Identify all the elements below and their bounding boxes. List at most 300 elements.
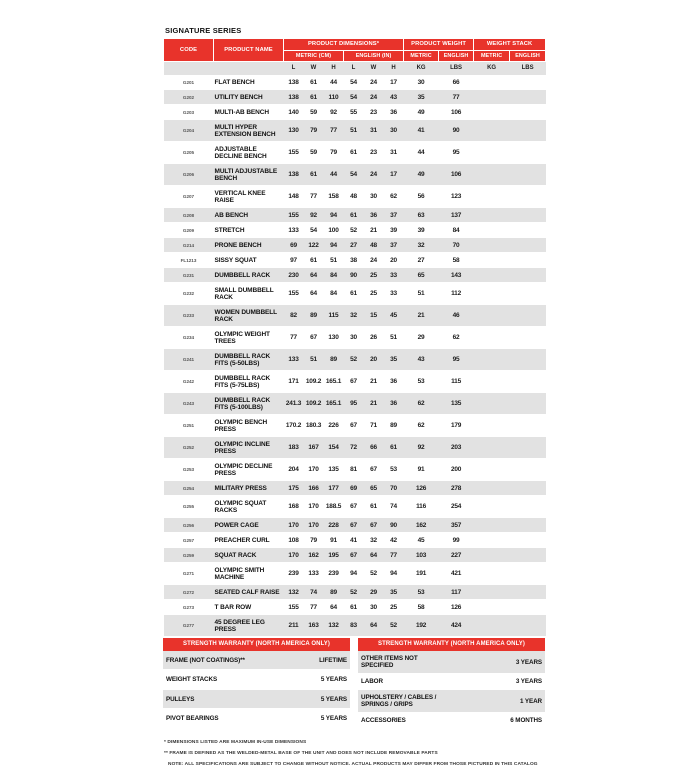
value-cell <box>474 585 510 600</box>
value-cell: 254 <box>439 496 474 518</box>
value-cell: 138 <box>284 75 304 90</box>
value-cell: 183 <box>284 437 304 459</box>
value-cell: 21 <box>404 305 439 327</box>
product-name-cell: PREACHER CURL <box>214 533 284 548</box>
value-cell: 45 <box>404 533 439 548</box>
value-cell: 94 <box>384 563 404 585</box>
code-cell: G254 <box>164 481 214 496</box>
value-cell <box>510 75 546 90</box>
product-name-cell: T BAR ROW <box>214 600 284 615</box>
value-cell <box>510 585 546 600</box>
value-cell: 116 <box>404 496 439 518</box>
value-cell: 170 <box>304 496 324 518</box>
warranty-item-value: 3 YEARS <box>452 674 546 690</box>
code-cell: G252 <box>164 437 214 459</box>
value-cell <box>510 459 546 481</box>
table-row <box>164 371 546 393</box>
code-cell: G242 <box>164 371 214 393</box>
value-cell: 95 <box>344 393 364 415</box>
value-cell: 180.3 <box>304 415 324 437</box>
value-cell: 24 <box>364 75 384 90</box>
value-cell <box>510 120 546 142</box>
subheader-english-in: ENGLISH (IN) <box>344 51 404 62</box>
code-cell: G243 <box>164 393 214 415</box>
code-cell: G251 <box>164 415 214 437</box>
value-cell: 103 <box>404 548 439 563</box>
table-row <box>164 600 546 615</box>
product-name-cell: SEATED CALF RAISE <box>214 585 284 600</box>
value-cell: 52 <box>344 349 364 371</box>
value-cell: 126 <box>439 600 474 615</box>
value-cell <box>510 437 546 459</box>
value-cell: 94 <box>324 208 344 223</box>
footnote-frame: ** FRAME IS DEFINED AS THE WELDED-METAL BASE OF THE UNIT AND DOES NOT INCLUDE REMOVABLE PARTS <box>164 751 438 756</box>
spec-table-header <box>164 39 546 76</box>
value-cell <box>474 164 510 186</box>
col-header-product-dimensions: PRODUCT DIMENSIONS* <box>284 39 404 51</box>
value-cell: 35 <box>404 90 439 105</box>
value-cell <box>510 533 546 548</box>
warranty-left-body <box>163 651 350 729</box>
units-row <box>164 62 546 76</box>
product-name-cell: DUMBBELL RACK FITS (5-75LBS) <box>214 371 284 393</box>
product-name-cell: OLYMPIC SQUAT RACKS <box>214 496 284 518</box>
value-cell: 138 <box>284 164 304 186</box>
value-cell <box>510 253 546 268</box>
value-cell: 52 <box>344 223 364 238</box>
unit-header: LBS <box>510 62 546 76</box>
value-cell: 31 <box>364 120 384 142</box>
value-cell: 166 <box>304 481 324 496</box>
value-cell <box>474 223 510 238</box>
value-cell <box>474 120 510 142</box>
value-cell: 92 <box>404 437 439 459</box>
unit-header: H <box>384 62 404 76</box>
value-cell: 77 <box>324 120 344 142</box>
warranty-row <box>358 690 545 713</box>
value-cell: 203 <box>439 437 474 459</box>
code-cell: G257 <box>164 533 214 548</box>
value-cell: 77 <box>304 186 324 208</box>
warranty-item-value: LIFETIME <box>257 651 351 670</box>
product-name-cell: FLAT BENCH <box>214 75 284 90</box>
value-cell: 163 <box>304 615 324 637</box>
product-name-cell: OLYMPIC DECLINE PRESS <box>214 459 284 481</box>
value-cell: 61 <box>344 142 364 164</box>
value-cell: 62 <box>404 393 439 415</box>
value-cell: 91 <box>324 533 344 548</box>
value-cell: 115 <box>324 305 344 327</box>
warranty-section <box>163 638 545 729</box>
table-row <box>164 90 546 105</box>
value-cell: 135 <box>324 459 344 481</box>
value-cell: 167 <box>304 437 324 459</box>
value-cell: 81 <box>344 459 364 481</box>
value-cell: 26 <box>364 327 384 349</box>
value-cell <box>474 496 510 518</box>
value-cell: 61 <box>304 253 324 268</box>
table-row <box>164 533 546 548</box>
subheader-metric-cm: METRIC (CM) <box>284 51 344 62</box>
product-name-cell: OLYMPIC BENCH PRESS <box>214 415 284 437</box>
table-row <box>164 283 546 305</box>
value-cell: 61 <box>304 90 324 105</box>
value-cell: 39 <box>384 223 404 238</box>
value-cell <box>474 268 510 283</box>
value-cell: 17 <box>384 164 404 186</box>
code-cell: G277 <box>164 615 214 637</box>
value-cell: 21 <box>364 223 384 238</box>
code-cell: G255 <box>164 496 214 518</box>
value-cell: 158 <box>324 186 344 208</box>
code-cell: G234 <box>164 327 214 349</box>
value-cell: 20 <box>364 349 384 371</box>
value-cell: 67 <box>304 327 324 349</box>
value-cell: 61 <box>384 437 404 459</box>
value-cell: 424 <box>439 615 474 637</box>
value-cell: 170 <box>304 459 324 481</box>
col-header-code: CODE <box>164 39 214 62</box>
value-cell <box>510 305 546 327</box>
catalog-sheet <box>163 26 545 770</box>
table-row <box>164 238 546 253</box>
value-cell <box>510 105 546 120</box>
value-cell: 62 <box>404 415 439 437</box>
value-cell: 51 <box>344 120 364 142</box>
value-cell <box>474 349 510 371</box>
value-cell: 65 <box>404 268 439 283</box>
value-cell: 200 <box>439 459 474 481</box>
product-name-cell: UTILITY BENCH <box>214 90 284 105</box>
col-header-product-weight: PRODUCT WEIGHT <box>404 39 474 51</box>
value-cell: 36 <box>384 105 404 120</box>
unit-header: W <box>304 62 324 76</box>
warranty-item-label: OTHER ITEMS NOT SPECIFIED <box>358 651 452 674</box>
value-cell: 38 <box>344 253 364 268</box>
value-cell: 59 <box>304 105 324 120</box>
warranty-row <box>358 651 545 674</box>
value-cell: 143 <box>439 268 474 283</box>
product-name-cell: OLYMPIC WEIGHT TREES <box>214 327 284 349</box>
product-name-cell: DUMBBELL RACK FITS (5-50LBS) <box>214 349 284 371</box>
value-cell: 21 <box>364 393 384 415</box>
col-header-weight-stack: WEIGHT STACK <box>474 39 546 51</box>
value-cell: 140 <box>284 105 304 120</box>
value-cell: 89 <box>384 415 404 437</box>
value-cell: 30 <box>344 327 364 349</box>
warranty-item-label: UPHOLSTERY / CABLES / SPRINGS / GRIPS <box>358 690 452 713</box>
value-cell: 30 <box>364 600 384 615</box>
product-name-cell: DUMBBELL RACK FITS (5-100LBS) <box>214 393 284 415</box>
value-cell: 239 <box>324 563 344 585</box>
value-cell: 84 <box>324 283 344 305</box>
code-cell: G207 <box>164 186 214 208</box>
value-cell: 74 <box>384 496 404 518</box>
value-cell: 61 <box>304 164 324 186</box>
value-cell: 195 <box>324 548 344 563</box>
value-cell: 191 <box>404 563 439 585</box>
value-cell: 49 <box>404 164 439 186</box>
value-cell <box>474 327 510 349</box>
warranty-row <box>358 713 545 729</box>
value-cell: 56 <box>404 186 439 208</box>
value-cell <box>510 90 546 105</box>
value-cell: 155 <box>284 600 304 615</box>
value-cell <box>510 283 546 305</box>
unit-header: KG <box>404 62 439 76</box>
code-cell: G231 <box>164 268 214 283</box>
value-cell: 179 <box>439 415 474 437</box>
table-row <box>164 518 546 533</box>
value-cell: 228 <box>324 518 344 533</box>
value-cell: 106 <box>439 105 474 120</box>
value-cell: 165.1 <box>324 371 344 393</box>
value-cell: 64 <box>304 283 324 305</box>
value-cell: 110 <box>324 90 344 105</box>
value-cell <box>510 164 546 186</box>
value-cell: 29 <box>404 327 439 349</box>
code-cell: G202 <box>164 90 214 105</box>
value-cell <box>474 459 510 481</box>
value-cell: 25 <box>384 600 404 615</box>
value-cell: 25 <box>364 268 384 283</box>
code-cell: G203 <box>164 105 214 120</box>
value-cell: 79 <box>324 142 344 164</box>
warranty-item-value: 3 YEARS <box>452 651 546 674</box>
value-cell: 39 <box>404 223 439 238</box>
product-name-cell: VERTICAL KNEE RAISE <box>214 186 284 208</box>
value-cell: 58 <box>439 253 474 268</box>
code-cell: G273 <box>164 600 214 615</box>
product-name-cell: MILITARY PRESS <box>214 481 284 496</box>
code-cell: G204 <box>164 120 214 142</box>
value-cell: 230 <box>284 268 304 283</box>
value-cell: 64 <box>324 600 344 615</box>
value-cell: 36 <box>384 371 404 393</box>
value-cell: 69 <box>284 238 304 253</box>
value-cell: 177 <box>324 481 344 496</box>
warranty-item-value: 1 YEAR <box>452 690 546 713</box>
value-cell: 59 <box>304 142 324 164</box>
value-cell: 67 <box>344 371 364 393</box>
table-row <box>164 393 546 415</box>
value-cell <box>474 90 510 105</box>
value-cell: 33 <box>384 283 404 305</box>
value-cell: 51 <box>404 283 439 305</box>
value-cell: 36 <box>384 393 404 415</box>
value-cell <box>474 142 510 164</box>
value-cell: 79 <box>304 120 324 142</box>
value-cell <box>474 371 510 393</box>
value-cell: 61 <box>344 283 364 305</box>
value-cell <box>474 105 510 120</box>
subheader-weight-english: ENGLISH <box>439 51 474 62</box>
value-cell: 62 <box>439 327 474 349</box>
value-cell: 170 <box>304 518 324 533</box>
table-row <box>164 105 546 120</box>
warranty-item-label: FRAME (NOT COATINGS)** <box>163 651 257 670</box>
subheader-stack-english: ENGLISH <box>510 51 546 62</box>
code-cell: G241 <box>164 349 214 371</box>
value-cell: 24 <box>364 253 384 268</box>
value-cell: 52 <box>364 563 384 585</box>
value-cell <box>510 481 546 496</box>
value-cell: 84 <box>324 268 344 283</box>
value-cell: 133 <box>304 563 324 585</box>
value-cell: 30 <box>384 120 404 142</box>
value-cell: 20 <box>384 253 404 268</box>
value-cell: 106 <box>439 164 474 186</box>
value-cell: 170 <box>284 548 304 563</box>
value-cell: 64 <box>364 615 384 637</box>
value-cell: 89 <box>304 305 324 327</box>
footnotes <box>164 737 545 770</box>
value-cell: 126 <box>404 481 439 496</box>
value-cell: 130 <box>284 120 304 142</box>
value-cell: 90 <box>344 268 364 283</box>
value-cell: 148 <box>284 186 304 208</box>
value-cell: 155 <box>284 208 304 223</box>
warranty-item-value: 5 YEARS <box>257 670 351 690</box>
page-title: SIGNATURE SERIES <box>165 26 242 35</box>
spec-table <box>163 38 546 637</box>
value-cell <box>474 415 510 437</box>
value-cell: 67 <box>344 496 364 518</box>
value-cell: 90 <box>439 120 474 142</box>
value-cell: 357 <box>439 518 474 533</box>
value-cell: 58 <box>404 600 439 615</box>
value-cell: 99 <box>439 533 474 548</box>
value-cell <box>474 305 510 327</box>
unit-header: L <box>284 62 304 76</box>
table-row <box>164 548 546 563</box>
product-name-cell: SQUAT RACK <box>214 548 284 563</box>
value-cell: 170 <box>284 518 304 533</box>
product-name-cell: OLYMPIC INCLINE PRESS <box>214 437 284 459</box>
value-cell: 115 <box>439 371 474 393</box>
product-name-cell: MULTI HYPER EXTENSION BENCH <box>214 120 284 142</box>
value-cell: 51 <box>324 253 344 268</box>
value-cell: 132 <box>284 585 304 600</box>
code-cell: G201 <box>164 75 214 90</box>
table-row <box>164 305 546 327</box>
value-cell: 69 <box>344 481 364 496</box>
value-cell: 36 <box>364 208 384 223</box>
value-cell: 35 <box>384 349 404 371</box>
value-cell: 123 <box>439 186 474 208</box>
value-cell: 61 <box>304 75 324 90</box>
value-cell: 82 <box>284 305 304 327</box>
warranty-row <box>163 670 350 690</box>
value-cell: 135 <box>439 393 474 415</box>
value-cell: 171 <box>284 371 304 393</box>
unit-header-empty <box>214 62 284 76</box>
value-cell: 130 <box>324 327 344 349</box>
value-cell <box>474 208 510 223</box>
product-name-cell: AB BENCH <box>214 208 284 223</box>
warranty-table-right <box>358 638 545 729</box>
subheader-stack-metric: METRIC <box>474 51 510 62</box>
value-cell: 170.2 <box>284 415 304 437</box>
unit-header: L <box>344 62 364 76</box>
code-cell: G205 <box>164 142 214 164</box>
value-cell: 64 <box>304 268 324 283</box>
value-cell: 241.3 <box>284 393 304 415</box>
value-cell: 94 <box>344 563 364 585</box>
value-cell: 30 <box>404 75 439 90</box>
value-cell: 17 <box>384 75 404 90</box>
value-cell: 23 <box>364 142 384 164</box>
code-cell: G209 <box>164 223 214 238</box>
col-header-product-name: PRODUCT NAME <box>214 39 284 62</box>
value-cell <box>474 393 510 415</box>
value-cell: 74 <box>304 585 324 600</box>
value-cell <box>510 563 546 585</box>
value-cell: 70 <box>439 238 474 253</box>
value-cell: 67 <box>364 459 384 481</box>
unit-header: H <box>324 62 344 76</box>
value-cell <box>474 481 510 496</box>
value-cell: 204 <box>284 459 304 481</box>
value-cell <box>510 393 546 415</box>
value-cell: 132 <box>324 615 344 637</box>
value-cell: 61 <box>344 208 364 223</box>
value-cell: 31 <box>384 142 404 164</box>
table-row <box>164 481 546 496</box>
value-cell <box>474 253 510 268</box>
code-cell: G256 <box>164 518 214 533</box>
value-cell: 278 <box>439 481 474 496</box>
value-cell <box>510 186 546 208</box>
value-cell <box>474 548 510 563</box>
product-name-cell: ADJUSTABLE DECLINE BENCH <box>214 142 284 164</box>
product-name-cell: DUMBBELL RACK <box>214 268 284 283</box>
value-cell: 168 <box>284 496 304 518</box>
value-cell <box>474 615 510 637</box>
value-cell: 51 <box>304 349 324 371</box>
value-cell <box>474 283 510 305</box>
value-cell: 32 <box>404 238 439 253</box>
value-cell: 95 <box>439 349 474 371</box>
value-cell: 37 <box>384 208 404 223</box>
value-cell: 133 <box>284 223 304 238</box>
product-name-cell: SISSY SQUAT <box>214 253 284 268</box>
value-cell: 53 <box>384 459 404 481</box>
value-cell: 188.5 <box>324 496 344 518</box>
table-row <box>164 349 546 371</box>
value-cell: 162 <box>404 518 439 533</box>
warranty-item-label: PULLEYS <box>163 689 257 709</box>
value-cell: 165.1 <box>324 393 344 415</box>
table-row <box>164 75 546 90</box>
value-cell <box>510 496 546 518</box>
value-cell: 137 <box>439 208 474 223</box>
value-cell: 52 <box>344 585 364 600</box>
value-cell: 211 <box>284 615 304 637</box>
value-cell: 77 <box>439 90 474 105</box>
value-cell: 66 <box>439 75 474 90</box>
unit-header-empty <box>164 62 214 76</box>
code-cell: G272 <box>164 585 214 600</box>
value-cell: 227 <box>439 548 474 563</box>
value-cell: 33 <box>384 268 404 283</box>
code-cell: G232 <box>164 283 214 305</box>
value-cell <box>474 563 510 585</box>
value-cell: 175 <box>284 481 304 496</box>
code-cell: G208 <box>164 208 214 223</box>
value-cell: 42 <box>384 533 404 548</box>
value-cell: 32 <box>364 533 384 548</box>
